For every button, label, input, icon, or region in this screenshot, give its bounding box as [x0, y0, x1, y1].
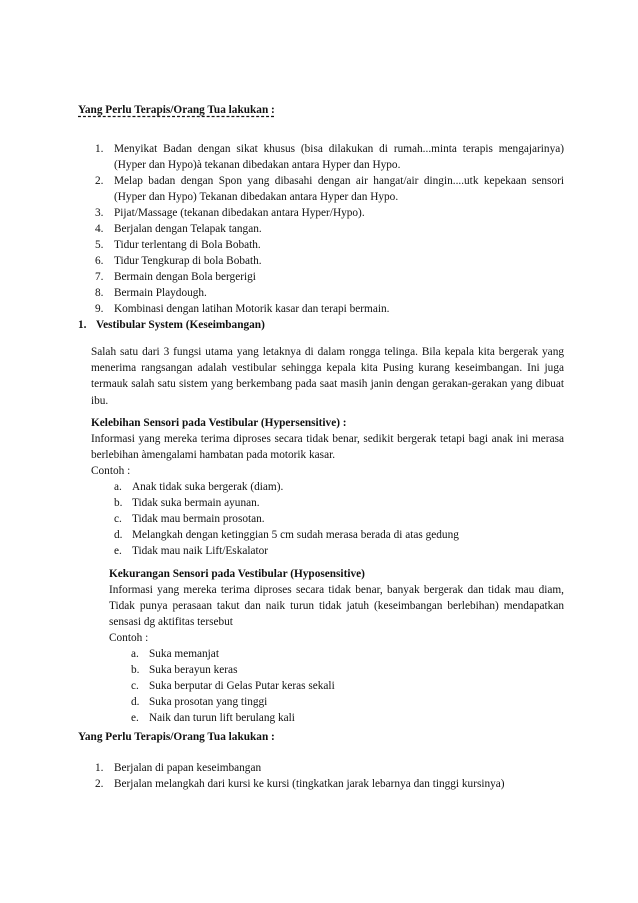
list-marker: 6.	[95, 255, 104, 267]
therapy-heading-2: Yang Perlu Terapis/Orang Tua lakukan :	[78, 731, 275, 743]
list-item	[95, 221, 564, 237]
hyper-contoh: Contoh :	[91, 465, 131, 477]
vestibular-heading: Vestibular System (Keseimbangan)	[96, 319, 265, 331]
hyper-text: Informasi yang mereka terima diproses secara tidak benar, sedikit bergerak tetapi bagi anak ini merasa berlebihan àmengalami hambatan pada motorik kasar.	[91, 433, 564, 461]
list-item	[95, 269, 564, 285]
list-item-text: Melangkah dengan ketinggian 5 cm sudah merasa berada di atas gedung	[132, 529, 459, 541]
list-item	[114, 543, 564, 559]
list-item	[131, 710, 564, 726]
list-marker: b.	[114, 497, 123, 509]
list-marker: 5.	[95, 239, 104, 251]
list-item	[114, 511, 564, 527]
list-item	[95, 205, 564, 221]
list-marker: 1.	[95, 762, 104, 774]
list-marker: c.	[114, 513, 122, 525]
list-item-text: Berjalan di papan keseimbangan	[114, 762, 262, 774]
list-marker: 2.	[95, 175, 104, 187]
hypo-heading: Kekurangan Sensori pada Vestibular (Hyposensitive)	[109, 568, 365, 580]
list-item-text: Pijat/Massage (tekanan dibedakan antara Hyper/Hypo).	[114, 207, 365, 219]
list-item-text: Naik dan turun lift berulang kali	[149, 712, 295, 724]
list-item	[95, 760, 575, 776]
list-item-text: Melap badan dengan Spon yang dibasahi dengan air hangat/air dingin....utk kepekaan sensori (Hyper dan Hypo) Tekanan dibedakan antara Hyper dan Hypo.	[114, 175, 564, 203]
list-marker: d.	[131, 696, 140, 708]
list-item	[95, 285, 564, 301]
hypo-contoh: Contoh :	[109, 632, 149, 644]
list-marker: c.	[131, 680, 139, 692]
list-item	[131, 678, 564, 694]
list-marker: 4.	[95, 223, 104, 235]
hyper-examples	[114, 479, 564, 559]
list-item	[131, 662, 564, 678]
list-item	[95, 301, 564, 317]
section-number: 1.	[78, 319, 87, 331]
vestibular-intro: Salah satu dari 3 fungsi utama yang letaknya di dalam rongga telinga. Bila kepala kita bergerak yang menerima rangsangan adalah vestibular sehingga kepala kita Pusing kurang keseimbangan. Ini juga termauk salah satu sistem yang berkembang pada saat masih janin dengan gerakan-gerakan yang dibuat ibu.	[91, 346, 564, 407]
list-item-text: Suka memanjat	[149, 648, 219, 660]
therapy-list-2	[95, 760, 575, 792]
hypo-text: Informasi yang mereka terima diproses secara tidak benar, banyak bergerak dan tidak mau diam, Tidak punya perasaan takut dan naik turun tidak jatuh (keseimbangan berlebihan) mendapatkan sensasi dg aktifitas tersebut	[109, 584, 564, 628]
therapy-list-1	[95, 141, 564, 317]
list-item-text: Bermain Playdough.	[114, 287, 207, 299]
list-item-text: Berjalan dengan Telapak tangan.	[114, 223, 262, 235]
list-item-text: Tidak mau bermain prosotan.	[132, 513, 265, 525]
list-item	[131, 694, 564, 710]
hypo-examples	[131, 646, 564, 726]
list-marker: a.	[114, 481, 122, 493]
list-marker: b.	[131, 664, 140, 676]
list-item-text: Suka berputar di Gelas Putar keras sekali	[149, 680, 335, 692]
therapy-heading-1: Yang Perlu Terapis/Orang Tua lakukan :	[78, 104, 275, 116]
list-item-text: Tidak mau naik Lift/Eskalator	[132, 545, 269, 557]
list-marker: 1.	[95, 143, 104, 155]
list-marker: e.	[114, 545, 122, 557]
list-marker: 7.	[95, 271, 104, 283]
list-item	[131, 646, 564, 662]
list-item	[114, 479, 564, 495]
list-item-text: Tidur terlentang di Bola Bobath.	[114, 239, 261, 251]
list-marker: 3.	[95, 207, 104, 219]
list-item-text: Tidur Tengkurap di bola Bobath.	[114, 255, 262, 267]
list-marker: d.	[114, 529, 123, 541]
list-marker: 9.	[95, 303, 104, 315]
list-marker: e.	[131, 712, 139, 724]
list-item-text: Tidak suka bermain ayunan.	[132, 497, 260, 509]
list-item	[114, 495, 564, 511]
list-item-text: Berjalan melangkah dari kursi ke kursi (tingkatkan jarak lebarnya dan tinggi kursinya)	[114, 778, 505, 790]
list-item-text: Suka prosotan yang tinggi	[149, 696, 268, 708]
list-marker: a.	[131, 648, 139, 660]
list-item-text: Kombinasi dengan latihan Motorik kasar dan terapi bermain.	[114, 303, 390, 315]
list-item	[95, 776, 575, 792]
list-item	[95, 141, 564, 173]
list-item	[95, 253, 564, 269]
list-item	[95, 237, 564, 253]
hyper-heading: Kelebihan Sensori pada Vestibular (Hypersensitive) :	[91, 417, 347, 429]
list-item-text: Bermain dengan Bola bergerigi	[114, 271, 256, 283]
list-item-text: Suka berayun keras	[149, 664, 238, 676]
list-item	[114, 527, 564, 543]
list-marker: 8.	[95, 287, 104, 299]
list-marker: 2.	[95, 778, 104, 790]
list-item-text: Anak tidak suka bergerak (diam).	[132, 481, 284, 493]
list-item-text: Menyikat Badan dengan sikat khusus (bisa dilakukan di rumah...minta terapis mengajarinya) (Hyper dan Hypo)à tekanan dibedakan antara Hyper dan Hypo.	[114, 143, 564, 171]
list-item	[95, 173, 564, 205]
